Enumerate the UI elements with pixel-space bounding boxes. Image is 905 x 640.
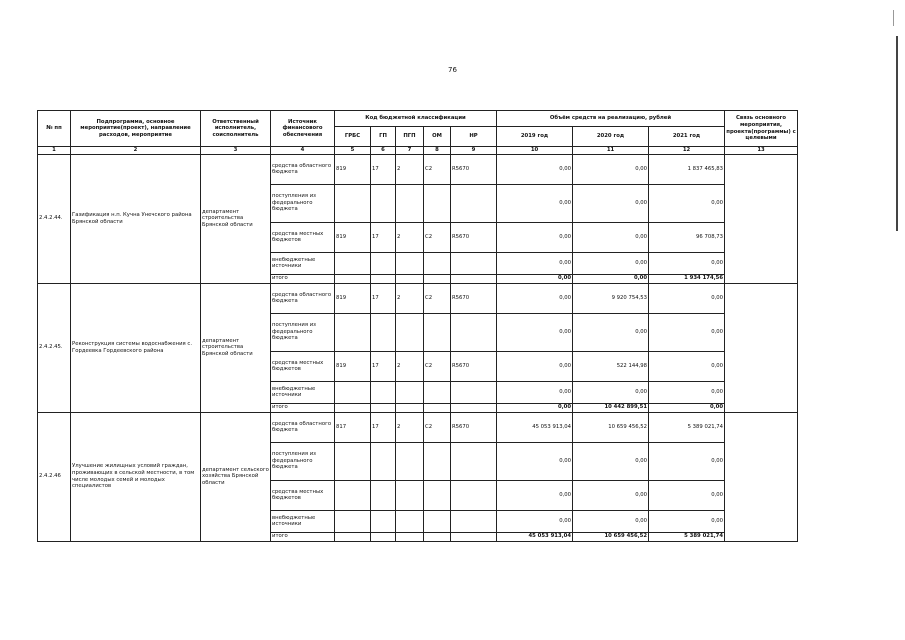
code-nr — [451, 381, 497, 403]
amount-2019: 0,00 — [497, 480, 573, 510]
code-nr — [451, 252, 497, 274]
index-cell: 7 — [396, 147, 424, 155]
code-om: С2 — [424, 412, 451, 442]
code-grbs: 817 — [335, 412, 371, 442]
amount-2019: 0,00 — [497, 442, 573, 480]
code-gp — [371, 381, 396, 403]
code-gp — [371, 532, 396, 541]
header-nr: НР — [451, 127, 497, 147]
item-name: Реконструкция системы водоснабжения с. Гордеевка Гордеевского района — [71, 283, 201, 412]
code-grbs — [335, 532, 371, 541]
code-grbs: 819 — [335, 154, 371, 184]
amount-2021: 96 708,73 — [649, 222, 725, 252]
amount-2019: 0,00 — [497, 510, 573, 532]
item-executor: департамент сельского хозяйства Брянской области — [201, 412, 271, 541]
code-nr: R5670 — [451, 283, 497, 313]
amount-2020: 0,00 — [573, 154, 649, 184]
link-cell — [725, 412, 798, 541]
amount-2019: 0,00 — [497, 381, 573, 403]
code-grbs — [335, 510, 371, 532]
code-nr — [451, 184, 497, 222]
code-gp: 17 — [371, 222, 396, 252]
header-2021: 2021 год — [649, 127, 725, 147]
code-gp — [371, 184, 396, 222]
amount-2021: 0,00 — [649, 184, 725, 222]
code-gp — [371, 510, 396, 532]
amount-2020: 0,00 — [573, 222, 649, 252]
amount-2020: 0,00 — [573, 274, 649, 283]
code-pgp — [396, 313, 424, 351]
code-grbs: 819 — [335, 351, 371, 381]
code-pgp — [396, 403, 424, 412]
funding-source: средства местных бюджетов — [271, 480, 335, 510]
amount-2020: 0,00 — [573, 184, 649, 222]
amount-2019: 0,00 — [497, 184, 573, 222]
code-pgp: 2 — [396, 412, 424, 442]
item-number: 2.4.2.44. — [38, 154, 71, 283]
item-name: Улучшение жилищных условий граждан, проживающих в сельской местности, в том числе молодых семей и молодых специалистов — [71, 412, 201, 541]
link-cell — [725, 154, 798, 283]
code-nr — [451, 403, 497, 412]
code-om: С2 — [424, 154, 451, 184]
amount-2019: 0,00 — [497, 283, 573, 313]
funding-source: итого — [271, 403, 335, 412]
code-om: С2 — [424, 222, 451, 252]
amount-2020: 0,00 — [573, 381, 649, 403]
header-2020: 2020 год — [573, 127, 649, 147]
funding-source: средства местных бюджетов — [271, 351, 335, 381]
code-om — [424, 313, 451, 351]
code-nr: R5670 — [451, 222, 497, 252]
funding-source: внебюджетные источники — [271, 510, 335, 532]
code-om — [424, 184, 451, 222]
header-index-row — [38, 147, 798, 155]
code-pgp — [396, 480, 424, 510]
code-grbs: 819 — [335, 283, 371, 313]
header-pgp: ПГП — [396, 127, 424, 147]
code-om — [424, 480, 451, 510]
amount-2021: 1 934 174,56 — [649, 274, 725, 283]
funding-source: итого — [271, 532, 335, 541]
code-om: С2 — [424, 283, 451, 313]
code-pgp — [396, 381, 424, 403]
code-grbs — [335, 480, 371, 510]
amount-2021: 5 389 021,74 — [649, 412, 725, 442]
funding-source: внебюджетные источники — [271, 252, 335, 274]
item-number: 2.4.2.45. — [38, 283, 71, 412]
code-grbs — [335, 403, 371, 412]
header-link: Связь основного мероприятия, проекта(программы) с целевыми — [725, 111, 798, 147]
table-body — [38, 154, 798, 541]
item-executor: департамент строительства Брянской области — [201, 283, 271, 412]
code-pgp: 2 — [396, 283, 424, 313]
funding-source: поступления из федерального бюджета — [271, 184, 335, 222]
code-nr: R5670 — [451, 412, 497, 442]
amount-2020: 0,00 — [573, 313, 649, 351]
code-grbs: 819 — [335, 222, 371, 252]
funding-source: средства областного бюджета — [271, 283, 335, 313]
amount-2021: 0,00 — [649, 403, 725, 412]
funding-source: средства областного бюджета — [271, 412, 335, 442]
header-om: ОМ — [424, 127, 451, 147]
amount-2021: 0,00 — [649, 480, 725, 510]
code-nr — [451, 313, 497, 351]
amount-2020: 0,00 — [573, 252, 649, 274]
amount-2021: 0,00 — [649, 510, 725, 532]
amount-2019: 0,00 — [497, 403, 573, 412]
code-gp — [371, 403, 396, 412]
code-nr — [451, 510, 497, 532]
amount-2019: 0,00 — [497, 351, 573, 381]
header-2019: 2019 год — [497, 127, 573, 147]
amount-2019: 0,00 — [497, 222, 573, 252]
amount-2021: 0,00 — [649, 283, 725, 313]
header-program: Подпрограмма, основное мероприятие(проект), направление расходов, мероприятие — [71, 111, 201, 147]
index-cell: 4 — [271, 147, 335, 155]
index-cell: 10 — [497, 147, 573, 155]
index-cell: 3 — [201, 147, 271, 155]
index-cell: 13 — [725, 147, 798, 155]
code-pgp: 2 — [396, 351, 424, 381]
code-gp: 17 — [371, 351, 396, 381]
code-gp — [371, 274, 396, 283]
code-om — [424, 252, 451, 274]
budget-table — [37, 110, 798, 542]
amount-2021: 1 837 465,83 — [649, 154, 725, 184]
code-nr: R5670 — [451, 154, 497, 184]
amount-2019: 0,00 — [497, 313, 573, 351]
code-nr — [451, 442, 497, 480]
code-pgp — [396, 442, 424, 480]
amount-2020: 0,00 — [573, 442, 649, 480]
code-pgp — [396, 252, 424, 274]
index-cell: 11 — [573, 147, 649, 155]
amount-2020: 9 920 754,53 — [573, 283, 649, 313]
margin-mark — [896, 36, 898, 231]
amount-2021: 0,00 — [649, 351, 725, 381]
code-gp: 17 — [371, 283, 396, 313]
funding-source: средства областного бюджета — [271, 154, 335, 184]
code-om — [424, 403, 451, 412]
code-nr — [451, 480, 497, 510]
amount-2020: 10 442 899,51 — [573, 403, 649, 412]
table-row — [38, 283, 798, 313]
code-nr: R5670 — [451, 351, 497, 381]
header-source: Источник финансового обеспечения — [271, 111, 335, 147]
code-om — [424, 510, 451, 532]
code-om — [424, 442, 451, 480]
header-grbs: ГРБС — [335, 127, 371, 147]
index-cell: 1 — [38, 147, 71, 155]
header-budget-code: Код бюджетной классификации — [335, 111, 497, 127]
code-grbs — [335, 252, 371, 274]
amount-2021: 5 389 021,74 — [649, 532, 725, 541]
amount-2020: 10 659 456,52 — [573, 412, 649, 442]
code-om — [424, 274, 451, 283]
code-gp — [371, 252, 396, 274]
amount-2021: 0,00 — [649, 381, 725, 403]
index-cell: 2 — [71, 147, 201, 155]
amount-2020: 522 144,98 — [573, 351, 649, 381]
table-row — [38, 154, 798, 184]
funding-source: средства местных бюджетов — [271, 222, 335, 252]
table-row — [38, 412, 798, 442]
index-cell: 5 — [335, 147, 371, 155]
code-gp: 17 — [371, 412, 396, 442]
funding-source: итого — [271, 274, 335, 283]
code-pgp — [396, 532, 424, 541]
amount-2020: 0,00 — [573, 480, 649, 510]
code-gp: 17 — [371, 154, 396, 184]
code-pgp — [396, 274, 424, 283]
index-cell: 8 — [424, 147, 451, 155]
item-number: 2.4.2.46 — [38, 412, 71, 541]
code-pgp: 2 — [396, 154, 424, 184]
header-volume: Объём средств на реализацию, рублей — [497, 111, 725, 127]
index-cell: 12 — [649, 147, 725, 155]
header-executor: Ответственный исполнитель, соисполнитель — [201, 111, 271, 147]
header-num: № пп — [38, 111, 71, 147]
code-om: С2 — [424, 351, 451, 381]
code-grbs — [335, 442, 371, 480]
code-gp — [371, 313, 396, 351]
code-nr — [451, 532, 497, 541]
code-gp — [371, 442, 396, 480]
amount-2019: 0,00 — [497, 252, 573, 274]
amount-2021: 0,00 — [649, 313, 725, 351]
code-grbs — [335, 274, 371, 283]
code-grbs — [335, 313, 371, 351]
item-executor: департамент строительства Брянской области — [201, 154, 271, 283]
funding-source: поступления из федерального бюджета — [271, 442, 335, 480]
code-om — [424, 381, 451, 403]
link-cell — [725, 283, 798, 412]
code-grbs — [335, 381, 371, 403]
item-name: Газификация н.п. Кучна Унечского района Брянской области — [71, 154, 201, 283]
amount-2020: 10 659 456,52 — [573, 532, 649, 541]
index-cell: 9 — [451, 147, 497, 155]
funding-source: поступления из федерального бюджета — [271, 313, 335, 351]
code-gp — [371, 480, 396, 510]
amount-2019: 0,00 — [497, 274, 573, 283]
code-grbs — [335, 184, 371, 222]
amount-2019: 45 053 913,04 — [497, 532, 573, 541]
margin-mark — [893, 10, 894, 26]
code-pgp: 2 — [396, 222, 424, 252]
page-number: 76 — [448, 66, 457, 74]
header-gp: ГП — [371, 127, 396, 147]
code-om — [424, 532, 451, 541]
amount-2020: 0,00 — [573, 510, 649, 532]
code-pgp — [396, 184, 424, 222]
amount-2019: 0,00 — [497, 154, 573, 184]
amount-2019: 45 053 913,04 — [497, 412, 573, 442]
code-pgp — [396, 510, 424, 532]
code-nr — [451, 274, 497, 283]
amount-2021: 0,00 — [649, 442, 725, 480]
funding-source: внебюджетные источники — [271, 381, 335, 403]
amount-2021: 0,00 — [649, 252, 725, 274]
index-cell: 6 — [371, 147, 396, 155]
